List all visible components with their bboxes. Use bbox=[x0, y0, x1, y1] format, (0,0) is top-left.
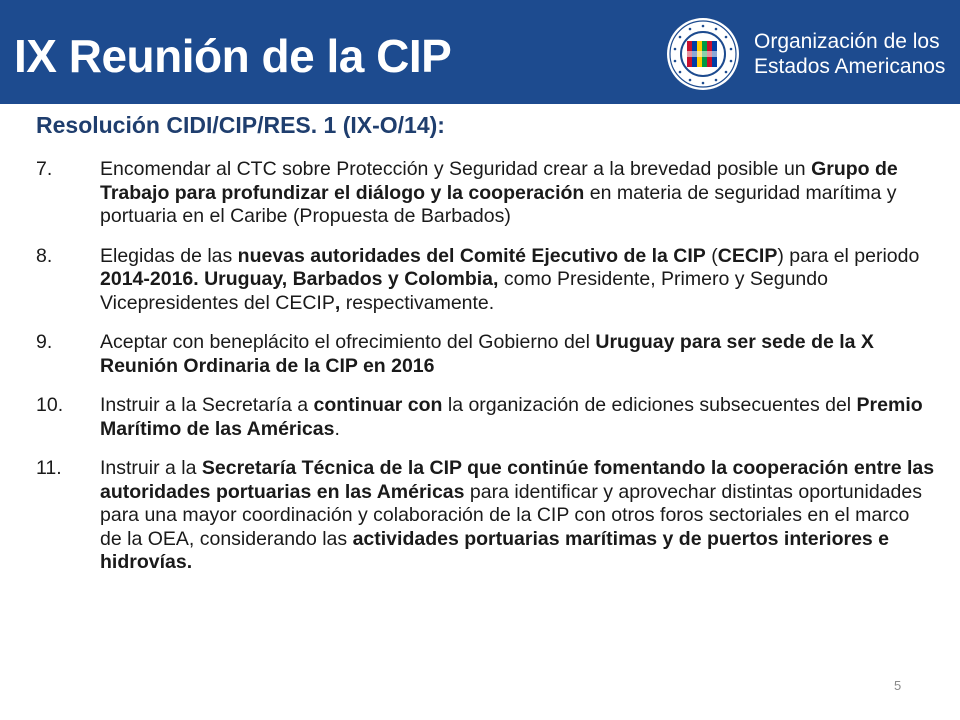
item-text-segment: como Presidente, Primero y Segundo Vicepresidentes del CECIP bbox=[100, 268, 828, 314]
org-name-line1: Organización de los bbox=[754, 30, 940, 53]
item-number: 7. bbox=[36, 158, 53, 180]
item-text-bold: Grupo de Trabajo para profundizar el diálogo y la cooperación bbox=[100, 158, 898, 204]
oas-seal-icon bbox=[666, 17, 740, 91]
list-item bbox=[36, 331, 936, 378]
item-text bbox=[100, 457, 936, 575]
item-text-segment: respectivamente. bbox=[340, 291, 495, 314]
item-text-bold: Uruguay para ser sede de la X Reunión Ordinaria de la CIP en 2016 bbox=[100, 331, 874, 377]
org-name bbox=[754, 29, 945, 79]
item-number: 11. bbox=[36, 457, 62, 479]
item-text bbox=[100, 245, 936, 316]
item-text-segment: Aceptar con beneplácito el ofrecimiento del Gobierno del bbox=[100, 331, 596, 353]
list-item bbox=[36, 394, 936, 441]
item-text-bold: actividades portuarias marítimas y de puertos interiores e hidrovías. bbox=[100, 527, 890, 573]
item-text bbox=[100, 394, 936, 441]
item-number: 9. bbox=[36, 331, 53, 353]
item-text-segment: Instruir a la bbox=[100, 457, 202, 479]
item-text bbox=[100, 331, 936, 378]
item-text-segment: Encomendar al CTC sobre Protección y Seguridad crear a la brevedad posible un bbox=[100, 158, 812, 180]
item-text-segment: en materia de seguridad marítima y portuaria en el Caribe (Propuesta de Barbados) bbox=[100, 181, 897, 227]
item-number: 10. bbox=[36, 394, 64, 416]
item-text-segment: la organización de ediciones subsecuentes del bbox=[442, 394, 857, 416]
item-text bbox=[100, 158, 936, 229]
item-text-segment: para identificar y aprovechar distintas oportunidades para una mayor coordinación y colaboración de la CIP con otros foros sectoriales en el marco de la OEA, considerando las bbox=[100, 480, 922, 550]
item-text-bold: continuar con bbox=[313, 394, 443, 416]
slide-title: IX Reunión de la CIP bbox=[14, 30, 452, 82]
resolution-items-list bbox=[36, 158, 936, 591]
list-item bbox=[36, 457, 936, 575]
item-text-segment: ( bbox=[705, 244, 718, 267]
item-text-bold: Secretaría Técnica de la CIP que continúe fomentando la cooperación entre las autoridades portuarias en las Américas bbox=[100, 457, 935, 503]
header-bar bbox=[0, 0, 960, 104]
item-text-bold: 2014-2016. Uruguay, Barbados y Colombia, bbox=[100, 268, 499, 290]
item-text-segment: Instruir a la Secretaría a bbox=[100, 394, 314, 416]
list-item bbox=[36, 245, 936, 316]
list-item bbox=[36, 158, 936, 229]
item-number: 8. bbox=[36, 244, 53, 267]
item-text-segment: . bbox=[334, 417, 340, 440]
item-text-bold: Premio Marítimo de las Américas bbox=[100, 394, 923, 440]
item-text-segment: Elegidas de las bbox=[100, 244, 238, 267]
org-name-line2: Estados Americanos bbox=[754, 55, 946, 78]
resolution-heading: Resolución CIDI/CIP/RES. 1 (IX-O/14): bbox=[36, 112, 445, 138]
item-text-bold: nuevas autoridades del Comité Ejecutivo de la CIP bbox=[237, 244, 706, 267]
item-text-segment: ) para el periodo bbox=[777, 244, 920, 267]
item-text-bold: CECIP bbox=[717, 244, 778, 267]
org-logo bbox=[666, 16, 956, 92]
page-number: 5 bbox=[894, 678, 902, 693]
item-text-bold: , bbox=[334, 291, 341, 314]
